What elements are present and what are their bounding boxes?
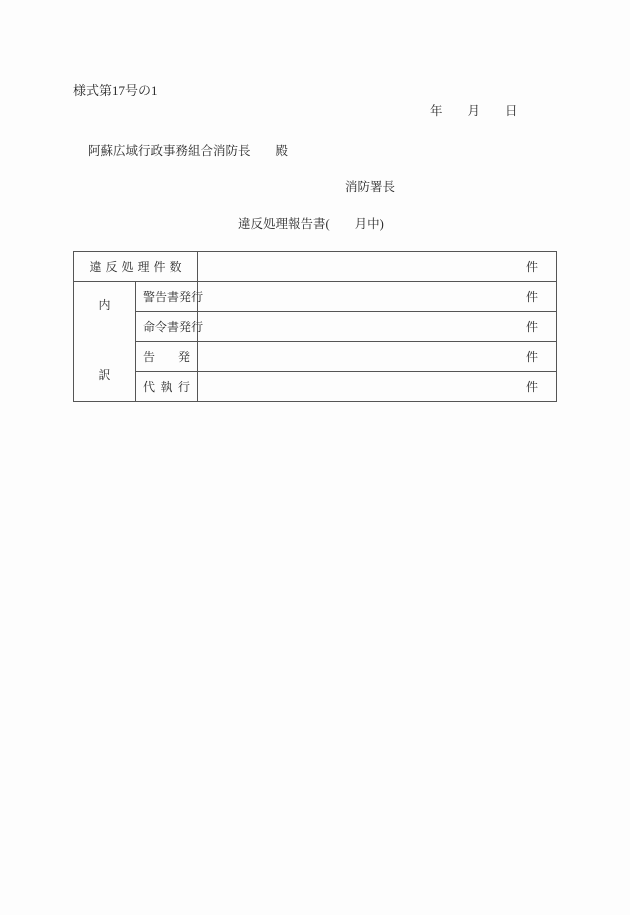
table-row-order [74, 312, 557, 342]
label-char: 執 [160, 379, 173, 394]
label-char: 行 [177, 379, 190, 394]
label-char: 命 [143, 319, 156, 334]
addressee-line: 阿蘇広域行政事務組合消防長 殿 [88, 144, 289, 158]
substitute-execution-unit: 件 [525, 380, 538, 394]
substitute-execution-label [136, 381, 197, 393]
accusation-label [136, 351, 197, 363]
label-char: 発 [179, 319, 192, 334]
order-value-cell[interactable] [198, 312, 557, 342]
table-row-warning [74, 282, 557, 312]
label-char: 代 [143, 379, 156, 394]
document-title: 違反処理報告書( 月中) [238, 217, 384, 231]
warning-value-cell[interactable] [198, 282, 557, 312]
table-row-accusation [74, 342, 557, 372]
label-char: 告 [143, 349, 156, 364]
breakdown-label-cell [74, 282, 136, 402]
label-char: 行 [191, 319, 204, 334]
total-label-cell [74, 252, 198, 282]
label-char: 書 [167, 289, 180, 304]
label-char: 告 [155, 289, 168, 304]
warning-unit: 件 [525, 290, 538, 304]
violation-report-table [73, 251, 557, 402]
label-char: 発 [179, 289, 192, 304]
order-label-cell [136, 312, 204, 342]
total-value-cell[interactable] [198, 252, 557, 282]
substitute-execution-value-cell[interactable] [198, 372, 557, 402]
order-unit: 件 [525, 320, 538, 334]
breakdown-label-char-2: 訳 [98, 367, 111, 382]
accusation-value-cell[interactable] [198, 342, 557, 372]
label-char: 発 [177, 349, 190, 364]
table-row-substitute-execution [74, 372, 557, 402]
date-line: 年 月 日 [430, 104, 518, 118]
table-row-total [74, 252, 557, 282]
label-char: 書 [167, 319, 180, 334]
label-char: 警 [143, 289, 156, 304]
form-number: 様式第17号の1 [73, 83, 158, 98]
substitute-execution-label-cell [136, 372, 198, 402]
breakdown-label-char-1: 内 [98, 297, 111, 312]
total-unit: 件 [525, 260, 538, 274]
total-label: 違反処理件数 [89, 260, 186, 274]
order-label [136, 319, 204, 334]
accusation-label-cell [136, 342, 198, 372]
warning-label [136, 289, 204, 304]
label-char: 行 [191, 289, 204, 304]
accusation-unit: 件 [525, 350, 538, 364]
warning-label-cell [136, 282, 204, 312]
label-char: 令 [155, 319, 168, 334]
issuer-line: 消防署長 [345, 180, 396, 194]
